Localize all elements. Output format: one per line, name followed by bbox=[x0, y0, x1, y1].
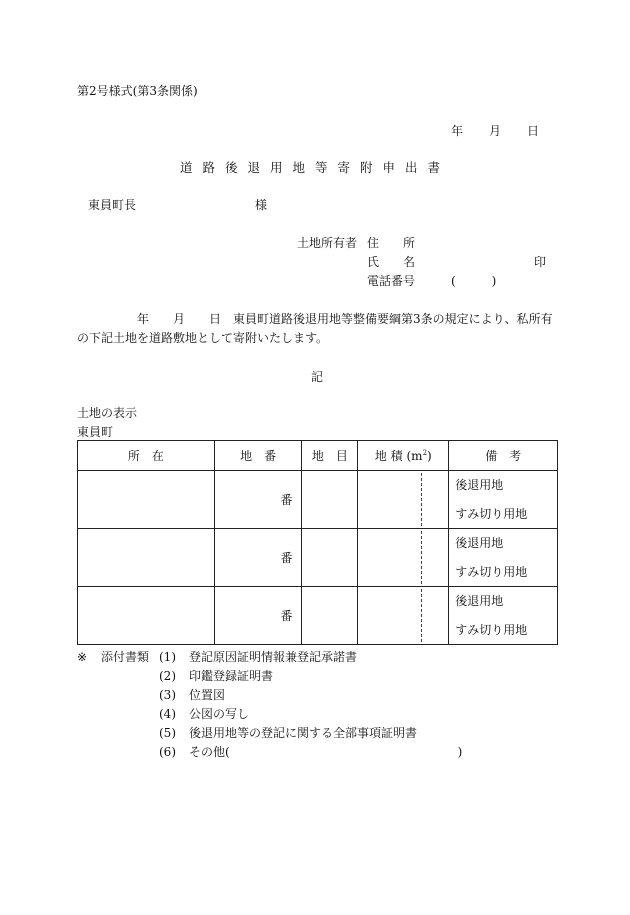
body-month: 月 bbox=[173, 312, 186, 326]
owner-label: 土地所有者 bbox=[297, 236, 358, 250]
attachment-mark: ※ bbox=[77, 650, 88, 664]
date-line bbox=[451, 124, 539, 138]
header-lot-number: 地 番 bbox=[214, 441, 302, 471]
document-title: 道路後退用地等寄附申出書 bbox=[180, 160, 451, 175]
table-row bbox=[78, 587, 558, 645]
addressee-honorific: 様 bbox=[255, 198, 268, 212]
attachment-label: 添付書類 bbox=[101, 650, 150, 664]
date-day: 日 bbox=[527, 124, 540, 138]
body-paragraph bbox=[77, 310, 557, 348]
tel-label: 電話番号 bbox=[367, 274, 416, 288]
tel-parentheses: ( ) bbox=[451, 274, 497, 288]
body-date bbox=[77, 312, 233, 326]
attachment-item bbox=[159, 707, 249, 721]
note-corner-cut: すみ切り用地 bbox=[455, 565, 528, 579]
attachment-item bbox=[159, 726, 417, 740]
remarks-cell bbox=[449, 471, 558, 529]
remarks-cell bbox=[449, 587, 558, 645]
body-year: 年 bbox=[137, 312, 150, 326]
attachment-text: 公図の写し bbox=[189, 707, 250, 721]
table-header-row bbox=[78, 441, 558, 471]
lot-number-cell[interactable]: 番 bbox=[214, 587, 302, 645]
note-corner-cut: すみ切り用地 bbox=[455, 507, 528, 521]
attachment-number: (4) bbox=[159, 707, 176, 721]
date-year: 年 bbox=[451, 124, 464, 138]
body-text: 東員町道路後退用地等整備要綱第3条の規定により、私所有の下記土地を道路敷地として寄附いたします。 bbox=[77, 312, 553, 345]
table-row bbox=[78, 471, 558, 529]
attachment-text: 後退用地等の登記に関する全部事項証明書 bbox=[189, 726, 418, 740]
body-day: 日 bbox=[209, 312, 222, 326]
note-setback: 後退用地 bbox=[455, 536, 504, 550]
header-area: 地 積 $(m^2)$ bbox=[358, 441, 449, 471]
land-table bbox=[77, 440, 558, 645]
attachment-number: (3) bbox=[159, 688, 176, 702]
addressee-name: 東員町長 bbox=[88, 198, 137, 212]
attachment-item bbox=[159, 669, 273, 683]
header-location: 所 在 bbox=[78, 441, 215, 471]
seal-mark: 印 bbox=[534, 255, 547, 269]
location-cell[interactable] bbox=[78, 587, 215, 645]
attachment-item bbox=[159, 745, 462, 759]
lot-number-cell[interactable]: 番 bbox=[214, 471, 302, 529]
attachment-item bbox=[159, 688, 225, 702]
attachment-number: (5) bbox=[159, 726, 176, 740]
land-category-cell[interactable] bbox=[302, 471, 358, 529]
address-label: 住 所 bbox=[367, 236, 416, 250]
decimal-divider bbox=[421, 473, 422, 526]
attachment-text: 位置図 bbox=[189, 688, 226, 702]
table-row bbox=[78, 529, 558, 587]
ki-heading: 記 bbox=[311, 370, 324, 384]
land-category-cell[interactable] bbox=[302, 587, 358, 645]
attachment-number: (2) bbox=[159, 669, 176, 683]
attachment-item bbox=[159, 650, 357, 664]
form-number: 第2号様式(第3条関係) bbox=[77, 84, 198, 98]
lot-number-cell[interactable]: 番 bbox=[214, 529, 302, 587]
date-month: 月 bbox=[489, 124, 502, 138]
area-cell[interactable] bbox=[358, 471, 449, 529]
attachment-text: その他( ) bbox=[189, 745, 463, 759]
area-cell[interactable] bbox=[358, 587, 449, 645]
land-display-title: 土地の表示 bbox=[77, 406, 138, 420]
header-remarks: 備 考 bbox=[449, 441, 558, 471]
town-name: 東員町 bbox=[77, 425, 114, 439]
location-cell[interactable] bbox=[78, 529, 215, 587]
note-setback: 後退用地 bbox=[455, 594, 504, 608]
remarks-cell bbox=[449, 529, 558, 587]
note-setback: 後退用地 bbox=[455, 478, 504, 492]
land-category-cell[interactable] bbox=[302, 529, 358, 587]
decimal-divider bbox=[421, 589, 422, 642]
attachment-text: 登記原因証明情報兼登記承諾書 bbox=[189, 650, 358, 664]
name-label: 氏 名 bbox=[367, 255, 416, 269]
location-cell[interactable] bbox=[78, 471, 215, 529]
attachment-text: 印鑑登録証明書 bbox=[189, 669, 274, 683]
attachment-number: (6) bbox=[159, 745, 176, 759]
header-land-category: 地 目 bbox=[302, 441, 358, 471]
note-corner-cut: すみ切り用地 bbox=[455, 623, 528, 637]
decimal-divider bbox=[421, 531, 422, 584]
area-cell[interactable] bbox=[358, 529, 449, 587]
attachment-number: (1) bbox=[159, 650, 176, 664]
